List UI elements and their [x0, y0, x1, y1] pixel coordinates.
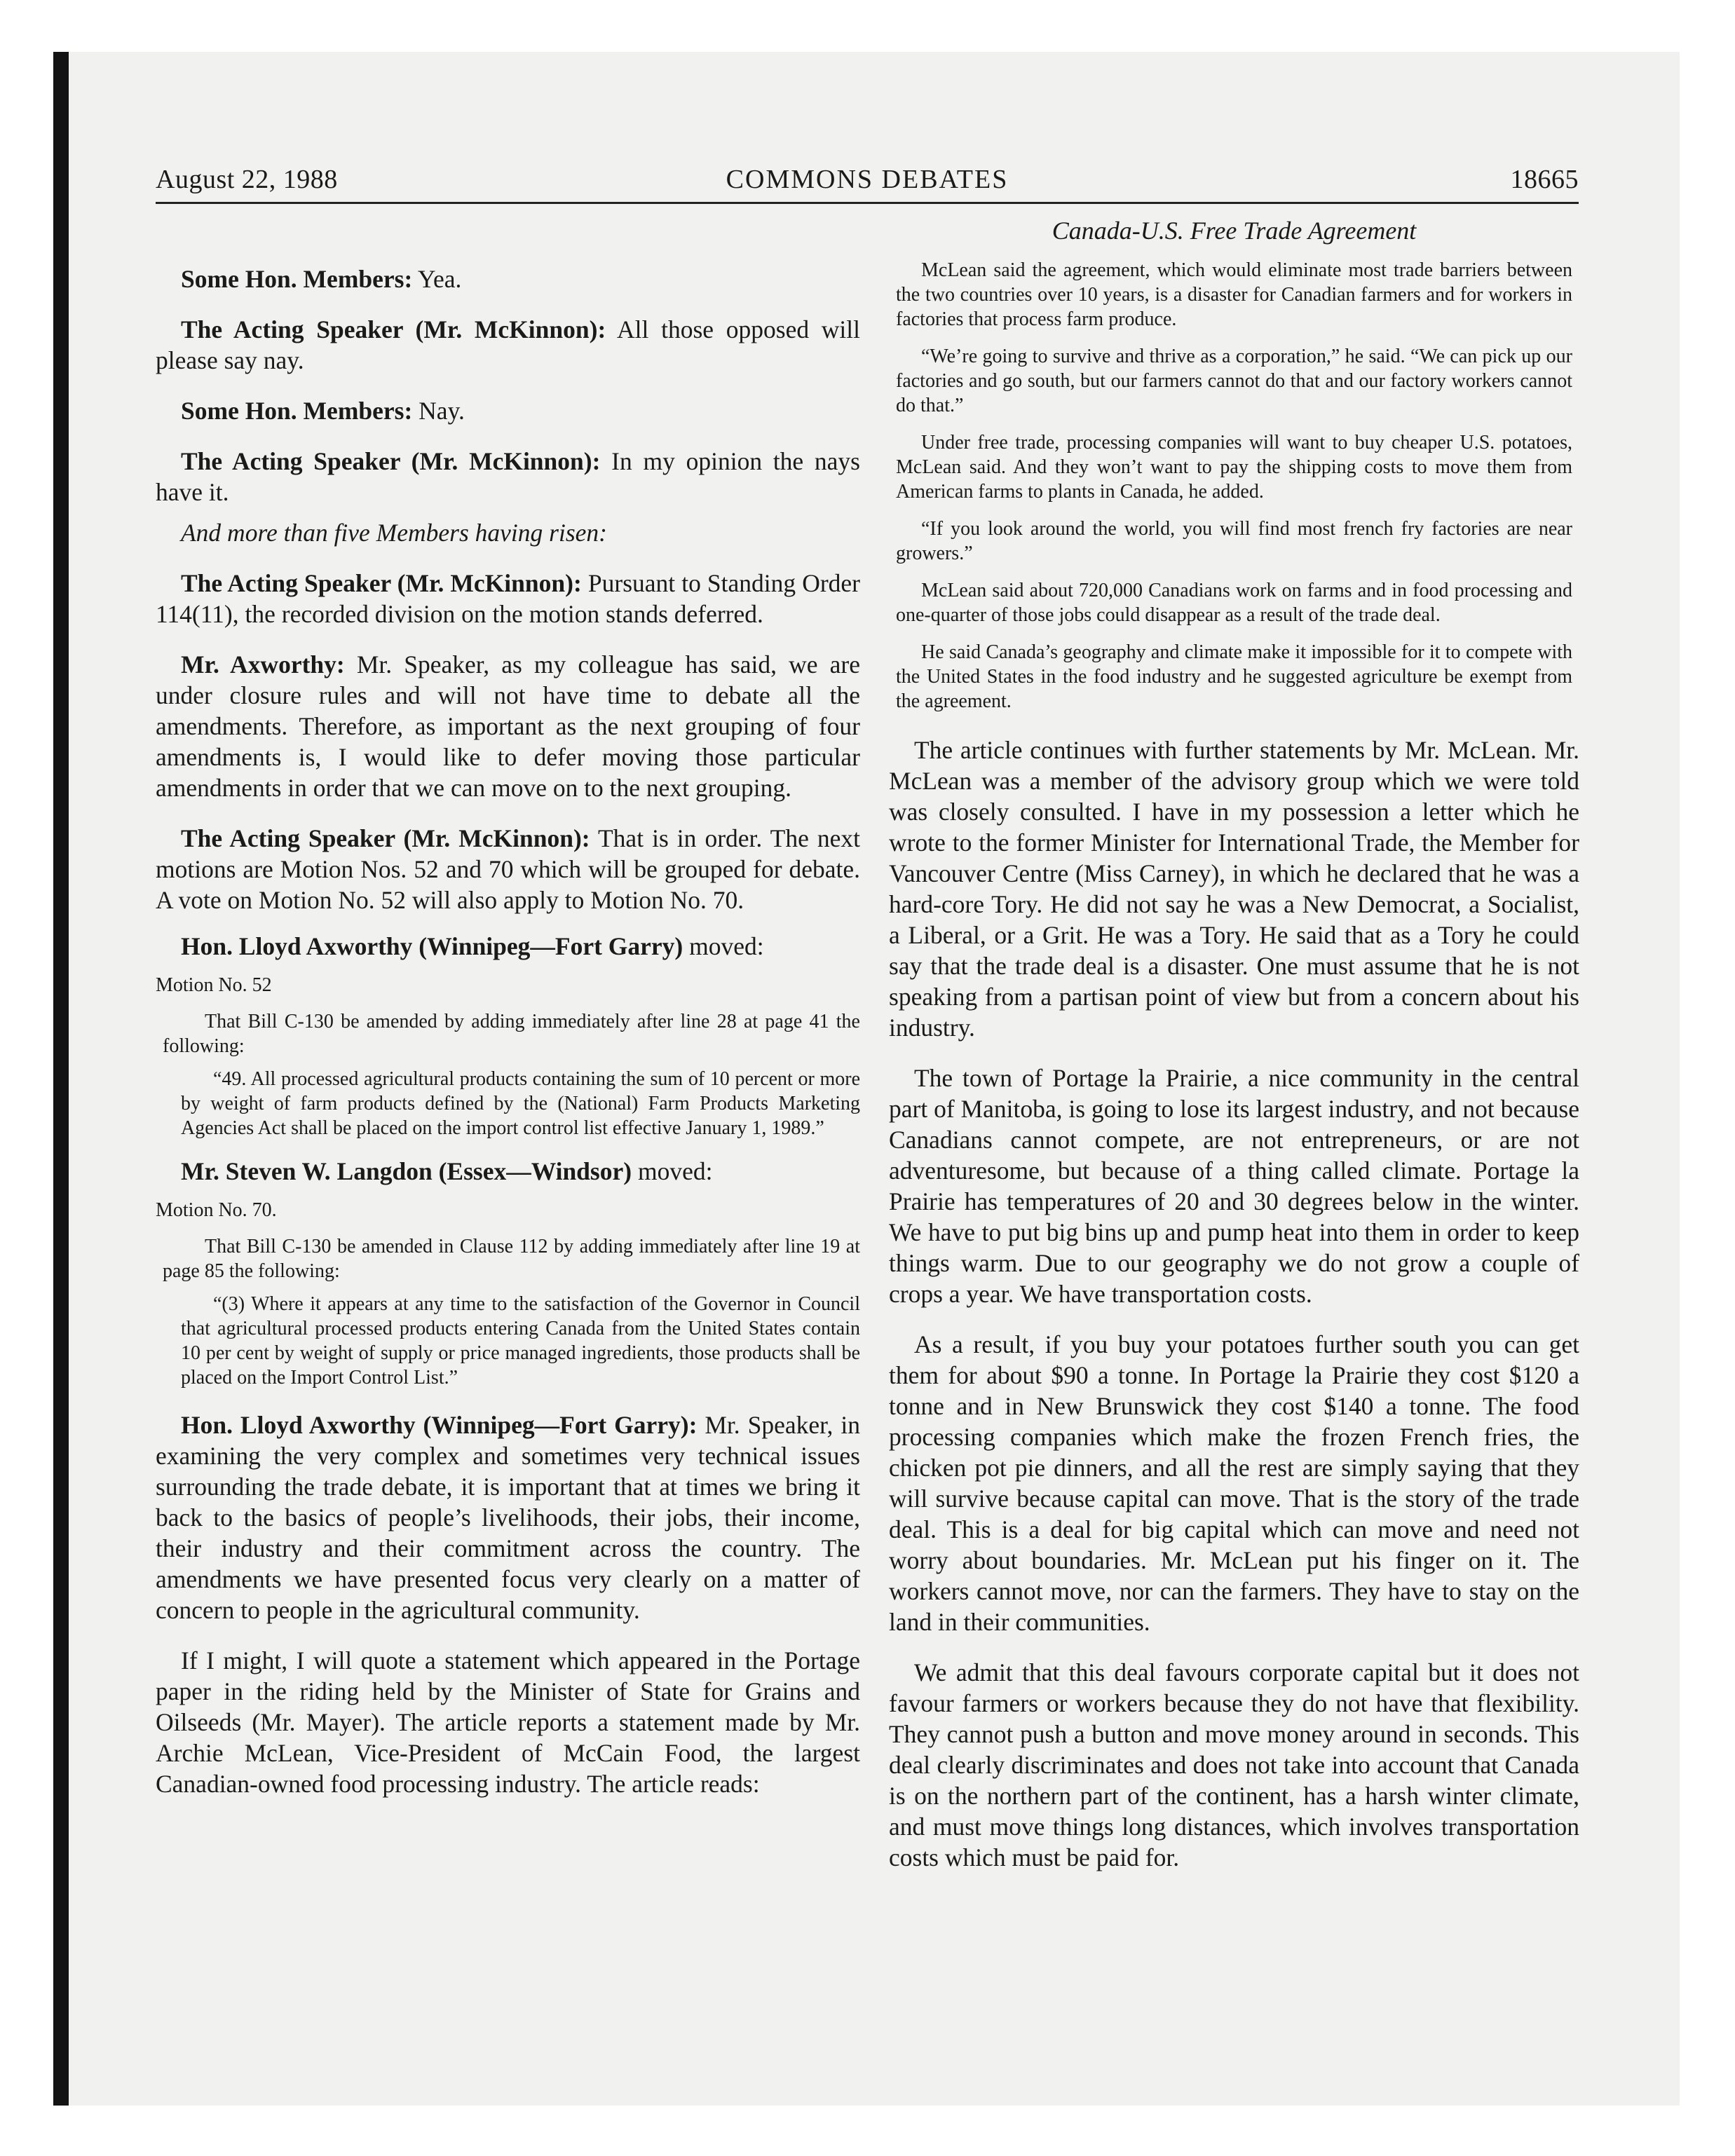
motion-quote: “49. All processed agricultural products containing the sum of 10 percent or more by weight of farm products defined by the (National) Farm Products Marketing Agencies Act shall be placed on the import control list effective January 1, 1989.” [181, 1068, 860, 1139]
speaker-name: The Acting Speaker (Mr. McKinnon): [181, 569, 582, 597]
motion-mover [156, 931, 860, 962]
speaker-name: The Acting Speaker (Mr. McKinnon): [181, 447, 601, 475]
speech-text: Mr. Speaker, as my colleague has said, we are under closure rules and will not have time to debate all the amendments. Therefore, as important as the next grouping of four amendments is, I would like to defer moving those particular amendments in order that we can move on to the next grouping. [156, 650, 860, 802]
speech-paragraph: If I might, I will quote a statement which appeared in the Portage paper in the riding held by the Minister of State for Grains and Oilseeds (Mr. Mayer). The article reports a statement made by Mr. Archie McLean, Vice-President of McCain Food, the largest Canadian-owned food processing industry. The article reads: [156, 1646, 860, 1798]
speech-text: That is in order. The next motions are Motion Nos. 52 and 70 which will be grouped for debate. A vote on Motion No. 52 will also apply to Motion No. 70. [156, 824, 860, 914]
right-column [889, 196, 1579, 1873]
scan-edge-shadow [53, 52, 69, 2106]
motion-text: That Bill C-130 be amended in Clause 112 by adding immediately after line 19 at page 85 the following: [163, 1236, 860, 1282]
speaker-name: The Acting Speaker (Mr. McKinnon): [181, 315, 606, 343]
article-paragraph: McLean said the agreement, which would eliminate most trade barriers between the two countries over 10 years, is a disaster for Canadian farmers and for workers in factories that process farm produce. [896, 259, 1572, 330]
speech-paragraph: The town of Portage la Prairie, a nice community in the central part of Manitoba, is going to lose its largest industry, and not because Canadians cannot compete, are not entrepreneurs, or are not adventuresome, but because of a thing called climate. Portage la Prairie has temperatures of 20 and 30 degrees below in the winter. We have to put big bins up and pump heat into them in order to keep things warm. Due to our geography we do not grow a couple of crops a year. We have transportation costs. [889, 1064, 1579, 1308]
speech-paragraph [156, 264, 860, 294]
article-paragraph: “If you look around the world, you will find most french fry factories are near growers.” [896, 518, 1572, 564]
speech-text: Pursuant to Standing Order 114(11), the recorded division on the motion stands deferred. [156, 569, 860, 628]
speech-paragraph [156, 568, 860, 629]
speech-text: Yea. [412, 265, 462, 293]
moved-text: moved: [632, 1157, 713, 1185]
article-paragraph: Under free trade, processing companies will want to buy cheaper U.S. potatoes, McLean said. And they won’t want to pay the shipping costs to move them from American farms to plants in Canada, he added. [896, 432, 1572, 503]
speech-paragraph: The article continues with further statements by Mr. McLean. Mr. McLean was a member of the advisory group which we were told was closely consulted. I have in my possession a letter which he wrote to the former Minister for International Trade, the Member for Vancouver Centre (Miss Carney), in which he declared that he was a hard-core Tory. He did not say he was a New Democrat, a Socialist, a Liberal, or a Grit. He was a Tory. He said that as a Tory he could say that the trade deal is a disaster. One must assume that he is not speaking from a partisan point of view but from a concern about his industry. [889, 736, 1579, 1042]
speech-paragraph [156, 395, 860, 426]
article-heading: Canada-U.S. Free Trade Agreement [1052, 217, 1417, 245]
left-column [156, 196, 860, 1799]
header-page-number: 18665 [1510, 165, 1579, 194]
speaker-name: Mr. Axworthy: [181, 650, 345, 678]
header-date: August 22, 1988 [156, 165, 338, 194]
motion-text: That Bill C-130 be amended by adding immediately after line 28 at page 41 the following: [163, 1011, 860, 1057]
speaker-name: The Acting Speaker (Mr. McKinnon): [181, 824, 590, 852]
header-title: COMMONS DEBATES [726, 165, 1009, 194]
speech-paragraph [156, 314, 860, 376]
speech-text: In my opinion the nays have it. [156, 447, 860, 506]
speaker-name: Some Hon. Members: [181, 397, 413, 425]
speaker-name: Some Hon. Members: [181, 265, 413, 293]
motion-mover [156, 1156, 860, 1187]
speech-paragraph [156, 649, 860, 803]
article-paragraph: “We’re going to survive and thrive as a corporation,” he said. “We can pick up our factories and go south, but our farmers cannot do that and our factory workers cannot do that.” [896, 346, 1572, 416]
speech-text: All those opposed will please say nay. [156, 315, 861, 374]
speech-paragraph: We admit that this deal favours corporate capital but it does not favour farmers or workers because they do not have that flexibility. They cannot push a button and move money around in seconds. This deal clearly discriminates and does not take into account that Canada is on the northern part of the continent, has a harsh winter climate, and must move things long distances, which involves transportation costs which must be paid for. [889, 1658, 1579, 1871]
mover-name: Hon. Lloyd Axworthy (Winnipeg—Fort Garry) [181, 932, 683, 960]
speech-paragraph [156, 446, 860, 507]
moved-text: moved: [683, 932, 764, 960]
speech-paragraph [156, 1410, 860, 1625]
motion-label: Motion No. 52 [156, 974, 272, 996]
article-paragraph: McLean said about 720,000 Canadians work on farms and in food processing and one-quarter of those jobs could disappear as a result of the trade deal. [896, 580, 1572, 626]
motion-quote: “(3) Where it appears at any time to the satisfaction of the Governor in Council that agricultural processed products entering Canada from the United States contain 10 per cent by weight of supply or price managed ingredients, those products shall be placed on the Import Control List.” [181, 1293, 860, 1389]
stage-direction: And more than five Members having risen: [181, 519, 607, 547]
speech-paragraph: As a result, if you buy your potatoes further south you can get them for about $90 a tonne. In Portage la Prairie they cost $120 a tonne and in New Brunswick they cost $140 a tonne. The food processing companies which make the frozen French fries, the chicken pot pie dinners, and all the rest are simply saying that they will survive because capital can move. That is the story of the trade deal. This is a deal for big capital which can move and need not worry about boundaries. Mr. McLean put his finger on it. The workers cannot move, nor can the farmers. They have to stay on the land in their communities. [889, 1330, 1579, 1636]
speech-paragraph [156, 823, 860, 915]
article-paragraph: He said Canada’s geography and climate make it impossible for it to compete with the United States in the food industry and he suggested agriculture be exempt from the agreement. [896, 641, 1572, 712]
speech-text: Mr. Speaker, in examining the very complex and sometimes very technical issues surrounding the trade debate, it is important that at times we bring it back to the basics of people’s livelihoods, their jobs, their income, their industry and their commitment across the country. The amendments we have presented focus very clearly on a matter of concern to people in the agricultural community. [156, 1411, 860, 1624]
speech-text: Nay. [412, 397, 465, 425]
mover-name: Mr. Steven W. Langdon (Essex—Windsor) [181, 1157, 632, 1185]
motion-label: Motion No. 70. [156, 1199, 277, 1221]
speaker-name: Hon. Lloyd Axworthy (Winnipeg—Fort Garry): [181, 1411, 698, 1439]
